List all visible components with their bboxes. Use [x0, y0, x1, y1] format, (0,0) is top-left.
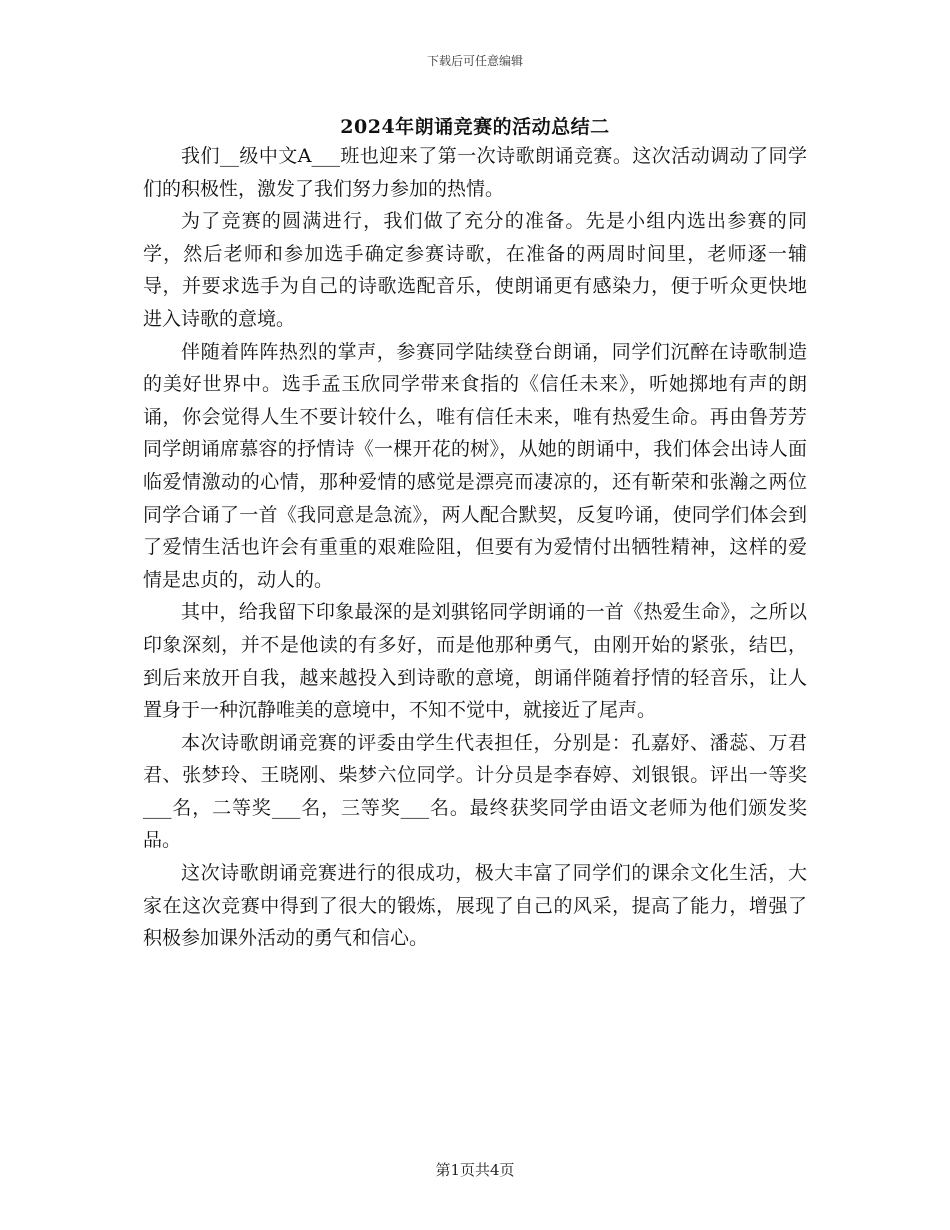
- paragraph-6: 这次诗歌朗诵竞赛进行的很成功，极大丰富了同学们的课余文化生活，大家在这次竞赛中得到了很大的锻炼，展现了自己的风采，提高了能力，增强了积极参加课外活动的勇气和信心。: [143, 862, 807, 950]
- page-number: 第1页共4页: [435, 1161, 515, 1179]
- paragraph-3: 伴随着阵阵热烈的掌声，参赛同学陆续登台朗诵，同学们沉醉在诗歌制造的美好世界中。选手孟玉欣同学带来食指的《信任未来》，听她掷地有声的朗诵，你会觉得人生不要计较什么，唯有信任未来，唯有热爱生命。再由鲁芳芳同学朗诵席慕容的抒情诗《一棵开花的树》，从她的朗诵中，我们体会出诗人面临爱情激动的心情，那种爱情的感觉是漂亮而凄凉的，还有靳荣和张瀚之两位同学合诵了一首《我同意是急流》，两人配合默契，反复吟诵，使同学们体会到了爱情生活也许会有重重的艰难险阻，但要有为爱情付出牺牲精神，这样的爱情是忠贞的，动人的。: [143, 340, 807, 591]
- page-header-note: 下载后可任意编辑: [426, 54, 523, 68]
- paragraph-1: 我们__级中文A___班也迎来了第一次诗歌朗诵竞赛。这次活动调动了同学们的积极性，激发了我们努力参加的热情。: [143, 145, 807, 200]
- document-body: [143, 140, 807, 955]
- paragraph-2: 为了竞赛的圆满进行，我们做了充分的准备。先是小组内选出参赛的同学，然后老师和参加选手确定参赛诗歌，在准备的两周时间里，老师逐一辅导，并要求选手为自己的诗歌选配音乐，使朗诵更有感染力，便于听众更快地进入诗歌的意境。: [143, 210, 807, 330]
- paragraph-4: 其中，给我留下印象最深的是刘骐铭同学朗诵的一首《热爱生命》，之所以印象深刻，并不是他读的有多好，而是他那种勇气，由刚开始的紧张，结巴，到后来放开自我，越来越投入到诗歌的意境，朗诵伴随着抒情的轻音乐，让人置身于一种沉静唯美的意境中，不知不觉中，就接近了尾声。: [143, 601, 807, 722]
- paragraph-5: 本次诗歌朗诵竞赛的评委由学生代表担任，分别是：孔嘉妤、潘蕊、万君君、张梦玲、王晓刚、柴梦六位同学。计分员是李春婷、刘银银。评出一等奖___名，二等奖___名，三等奖___名。最终获奖同学由语文老师为他们颁发奖品。: [143, 731, 807, 852]
- document-title: 2024年朗诵竞赛的活动总结二: [340, 116, 610, 138]
